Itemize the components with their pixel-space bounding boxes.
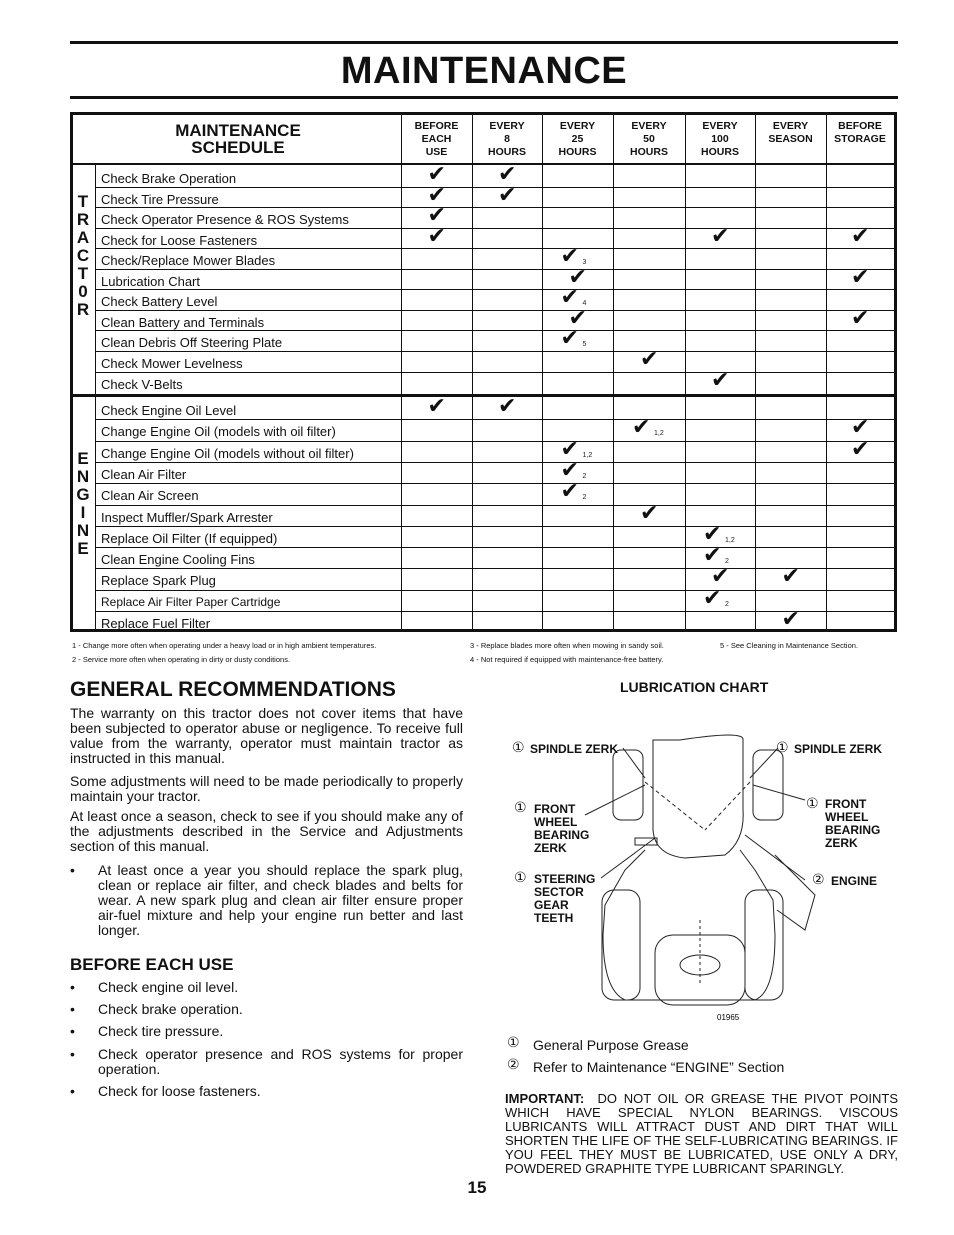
header-rule bbox=[73, 163, 894, 165]
table-row-divider bbox=[95, 505, 894, 506]
table-row-divider bbox=[95, 289, 894, 290]
page-number: 15 bbox=[467, 1178, 487, 1197]
tractor-checkmark-note: 4 bbox=[582, 300, 587, 308]
tractor-row-label: Clean Debris Off Steering Plate bbox=[101, 335, 283, 351]
schedule-title-line1: MAINTENANCE bbox=[175, 121, 301, 140]
before-each-use-item-text: Check tire pressure. bbox=[98, 1023, 224, 1039]
tractor-row-label: Check for Loose Fasteners bbox=[101, 232, 258, 248]
tractor-checkmark-note: 5 bbox=[582, 341, 587, 349]
engine-label: ENGINE bbox=[831, 874, 878, 888]
legend-circle-1: ① bbox=[507, 1035, 520, 1051]
tractor-letter: R bbox=[76, 300, 90, 319]
important-note bbox=[505, 1092, 898, 1176]
engine-checkmark: ✔ bbox=[560, 457, 579, 483]
left-rear-wheel bbox=[602, 890, 640, 1000]
engine-checkmark: ✔ bbox=[560, 436, 579, 462]
engine-circle: ② bbox=[812, 872, 825, 888]
engine-checkmark: ✔ bbox=[427, 394, 446, 419]
table-row-divider bbox=[95, 187, 894, 188]
front-wheel-bearing-right-label: FRONT WHEEL BEARING ZERK bbox=[825, 797, 881, 850]
pointer-spindle-right bbox=[750, 748, 778, 778]
tractor-letter: T bbox=[77, 264, 89, 283]
tractor-letter: C bbox=[76, 246, 90, 265]
engine-row-label: Change Engine Oil (models with oil filter) bbox=[101, 424, 336, 440]
tractor-checkmark: ✔ bbox=[427, 162, 446, 187]
tractor-checkmark: ✔ bbox=[498, 182, 517, 208]
general-paragraph-1: The warranty on this tractor does not cover items that have been subjected to operator abuse or negligence. To receive full value from the warranty, operator must maintain tractor as instructed in this manual. bbox=[70, 705, 463, 766]
engine-letter: E bbox=[77, 539, 89, 558]
tractor-row-label: Check V-Belts bbox=[101, 376, 183, 392]
general-paragraph-2: Some adjustments will need to be made periodically to properly maintain your tractor. bbox=[70, 773, 463, 804]
steering-sector-label: STEERING SECTOR GEAR TEETH bbox=[534, 872, 596, 925]
tractor-row-label: Clean Battery and Terminals bbox=[101, 314, 265, 330]
spindle-left-circle: ① bbox=[512, 740, 525, 756]
engine-letter: G bbox=[76, 485, 90, 504]
column-header-4: EVERY 50 HOURS bbox=[630, 120, 668, 158]
footnote-5: 5 - See Cleaning in Maintenance Section. bbox=[720, 641, 859, 650]
engine-row-label: Replace Spark Plug bbox=[101, 573, 216, 589]
engine-checkmark: ✔ bbox=[703, 585, 722, 611]
engine-checkmark-note: 2 bbox=[582, 494, 587, 502]
tractor-letter: T bbox=[77, 192, 89, 211]
engine-checkmark: ✔ bbox=[781, 564, 800, 590]
schedule-title bbox=[75, 115, 401, 163]
tractor-checkmark: ✔ bbox=[560, 244, 579, 270]
before-each-use-item bbox=[70, 1084, 463, 1118]
page-title: MAINTENANCE bbox=[340, 50, 628, 92]
before-each-use-item-text: Check brake operation. bbox=[98, 1001, 243, 1017]
tractor-checkmark: ✔ bbox=[568, 305, 587, 331]
engine-row-label: Inspect Muffler/Spark Arrester bbox=[101, 509, 273, 525]
tractor-checkmark: ✔ bbox=[498, 162, 517, 187]
column-header-1: BEFORE EACH USE bbox=[414, 120, 459, 158]
section-divider bbox=[73, 394, 894, 397]
engine-checkmark: ✔ bbox=[498, 394, 517, 419]
table-row-divider bbox=[95, 419, 894, 420]
steering-linkage bbox=[645, 782, 750, 830]
tractor-row-label: Check Brake Operation bbox=[101, 171, 237, 186]
table-row-divider bbox=[95, 483, 894, 484]
engine-checkmark-note: 2 bbox=[725, 558, 729, 566]
tractor-checkmark: ✔ bbox=[851, 223, 870, 249]
legend-refer-engine: Refer to Maintenance “ENGINE” Section bbox=[533, 1059, 785, 1075]
tractor-checkmark: ✔ bbox=[427, 223, 446, 249]
engine-row-label: Clean Engine Cooling Fins bbox=[101, 552, 255, 568]
tractor-row-label: Check Tire Pressure bbox=[101, 191, 219, 207]
title-rule bbox=[70, 96, 898, 99]
engine-row-label: Replace Fuel Filter bbox=[101, 616, 211, 631]
engine-checkmark-note: 1,2 bbox=[725, 536, 735, 544]
engine-row-label: Clean Air Filter bbox=[101, 466, 187, 482]
tractor-checkmark: ✔ bbox=[427, 182, 446, 208]
legend-general-purpose-grease: General Purpose Grease bbox=[533, 1037, 689, 1053]
engine-checkmark-note: 2 bbox=[725, 600, 729, 608]
tractor-hood-outline bbox=[653, 735, 743, 858]
tractor-row-label: Check Operator Presence & ROS Systems bbox=[101, 212, 349, 228]
table-row-divider bbox=[95, 568, 894, 569]
schedule-title-line2: SCHEDULE bbox=[191, 138, 285, 157]
tractor-checkmark: ✔ bbox=[711, 367, 730, 393]
engine-checkmark: ✔ bbox=[781, 607, 800, 632]
front-left-circle: ① bbox=[514, 800, 527, 816]
engine-row-label: Check Engine Oil Level bbox=[101, 403, 237, 418]
pointer-spindle-left bbox=[623, 748, 645, 778]
tractor-checkmark: ✔ bbox=[640, 346, 659, 372]
tractor-letter: R bbox=[76, 210, 90, 229]
tractor-letter: A bbox=[76, 228, 90, 247]
table-row-divider bbox=[95, 228, 894, 229]
general-bullet-text: At least once a year you should replace the spark plug, clean or replace air filter, and check blades and belts for wear. A new spark plug and clean air filter ensure proper air-fuel mixture and help your engine run better and last longer. bbox=[98, 862, 463, 938]
tractor-row-label: Check Mower Levelness bbox=[101, 355, 243, 371]
engine-checkmark: ✔ bbox=[711, 564, 730, 590]
engine-section-label bbox=[73, 450, 93, 558]
bullet-mark: • bbox=[70, 979, 75, 995]
column-header-6: EVERY SEASON bbox=[768, 120, 813, 145]
pointer-front-left bbox=[585, 785, 645, 815]
table-row-divider bbox=[95, 351, 894, 352]
before-each-use-title: BEFORE EACH USE bbox=[70, 955, 234, 974]
engine-checkmark: ✔ bbox=[851, 415, 870, 441]
tractor-checkmark: ✔ bbox=[560, 285, 579, 311]
footnote-4: 4 - Not required if equipped with maintenance-free battery. bbox=[470, 655, 664, 664]
column-header-3: EVERY 25 HOURS bbox=[558, 120, 597, 158]
figure-number: 01965 bbox=[717, 1013, 740, 1022]
bullet-mark: • bbox=[70, 1046, 75, 1062]
table-row-divider bbox=[95, 310, 894, 311]
before-each-use-item-text: Check for loose fasteners. bbox=[98, 1083, 261, 1099]
engine-checkmark-note: 2 bbox=[582, 472, 587, 480]
tractor-checkmark: ✔ bbox=[851, 305, 870, 331]
column-header-7: BEFORE STORAGE bbox=[834, 120, 886, 145]
engine-checkmark: ✔ bbox=[640, 500, 659, 526]
tractor-body-outline bbox=[603, 850, 775, 1000]
spindle-zerk-left-label: SPINDLE ZERK bbox=[530, 742, 619, 756]
engine-checkmark: ✔ bbox=[632, 415, 651, 441]
tractor-checkmark: ✔ bbox=[560, 326, 579, 352]
table-row-divider bbox=[95, 462, 894, 463]
section-label-divider bbox=[95, 165, 96, 629]
engine-checkmark: ✔ bbox=[703, 521, 722, 547]
engine-row-label: Clean Air Screen bbox=[101, 488, 199, 504]
engine-letter: E bbox=[77, 449, 89, 468]
pointer-steering bbox=[601, 838, 655, 878]
engine-checkmark-note: 1,2 bbox=[582, 451, 593, 459]
engine-checkmark: ✔ bbox=[851, 436, 870, 462]
table-row-divider bbox=[95, 590, 894, 591]
bullet-mark: • bbox=[70, 1001, 75, 1017]
footnote-2: 2 - Service more often when operating in dirty or dusty conditions. bbox=[72, 655, 291, 664]
spindle-zerk-right-label: SPINDLE ZERK bbox=[794, 742, 883, 756]
right-front-wheel bbox=[753, 750, 783, 820]
table-row-divider bbox=[95, 526, 894, 527]
general-recommendations-title: GENERAL RECOMMENDATIONS bbox=[70, 678, 396, 701]
table-row-divider bbox=[95, 372, 894, 373]
table-row-divider bbox=[95, 207, 894, 208]
engine-checkmark: ✔ bbox=[703, 543, 722, 569]
table-row-divider bbox=[95, 269, 894, 270]
bullet-mark: • bbox=[70, 1083, 75, 1099]
engine-outline bbox=[775, 855, 815, 930]
column-header-5: EVERY 100 HOURS bbox=[701, 120, 739, 158]
table-row-divider bbox=[95, 547, 894, 548]
tractor-letter: 0 bbox=[78, 282, 88, 301]
tractor-checkmark: ✔ bbox=[711, 223, 730, 249]
tractor-checkmark-note: 3 bbox=[582, 259, 587, 267]
before-each-use-item bbox=[70, 1047, 463, 1081]
important-label: IMPORTANT: bbox=[505, 1091, 585, 1106]
right-rear-wheel bbox=[745, 890, 783, 1000]
table-row-divider bbox=[95, 611, 894, 612]
maintenance-schedule-table bbox=[70, 112, 897, 632]
table-row-divider bbox=[95, 441, 894, 442]
front-wheel-bearing-left-label: FRONT WHEEL BEARING ZERK bbox=[534, 802, 590, 855]
bullet-mark: • bbox=[70, 862, 75, 878]
before-each-use-item-text: Check operator presence and ROS systems for proper operation. bbox=[98, 1046, 463, 1077]
table-row-divider bbox=[95, 330, 894, 331]
top-rule bbox=[70, 41, 898, 44]
table-row-divider bbox=[95, 248, 894, 249]
engine-row-label: Change Engine Oil (models without oil filter) bbox=[101, 445, 354, 461]
tractor-row-label: Lubrication Chart bbox=[101, 273, 200, 289]
tractor-checkmark: ✔ bbox=[568, 264, 587, 290]
column-header-2: EVERY 8 HOURS bbox=[488, 120, 526, 158]
pointer-engine bbox=[745, 835, 805, 880]
tractor-checkmark: ✔ bbox=[427, 203, 446, 229]
engine-letter: N bbox=[76, 467, 90, 486]
tractor-checkmark: ✔ bbox=[851, 264, 870, 290]
before-each-use-item-text: Check engine oil level. bbox=[98, 979, 239, 995]
spindle-right-circle: ① bbox=[776, 740, 789, 756]
engine-checkmark-note: 1,2 bbox=[654, 430, 664, 438]
pointer-front-right bbox=[753, 785, 805, 800]
tractor-row-label: Check Battery Level bbox=[101, 294, 218, 310]
legend-circle-2: ② bbox=[507, 1057, 520, 1073]
lubrication-chart-title: LUBRICATION CHART bbox=[620, 679, 769, 695]
important-text: DO NOT OIL OR GREASE THE PIVOT POINTS WHICH HAVE SPECIAL NYLON BEARINGS. VISCOUS LUBRICANTS WILL ATTRACT DUST AND DIRT THAT WILL SHORTEN THE LIFE OF THE SELF-LUBRICATING BEARINGS. IF YOU FEEL THEY MUST BE LUBRICATED, USE ONLY A DRY, POWDERED GRAPHITE TYPE LUBRICANT SPARINGLY. bbox=[505, 1091, 898, 1176]
engine-letter: N bbox=[76, 521, 90, 540]
bullet-mark: • bbox=[70, 1023, 75, 1039]
tractor-row-label: Check/Replace Mower Blades bbox=[101, 253, 276, 269]
steering-circle: ① bbox=[514, 870, 527, 886]
engine-letter: I bbox=[80, 503, 86, 522]
front-right-circle: ① bbox=[806, 796, 819, 812]
left-front-wheel bbox=[613, 750, 643, 820]
general-paragraph-3: At least once a season, check to see if you should make any of the adjustments described in the Service and Adjustments section of this manual. bbox=[70, 808, 463, 854]
tractor-section-label bbox=[73, 193, 93, 319]
engine-row-label: Replace Oil Filter (If equipped) bbox=[101, 530, 278, 546]
footnote-1: 1 - Change more often when operating under a heavy load or in high ambient temperatures. bbox=[72, 641, 377, 650]
engine-row-label: Replace Air Filter Paper Cartridge bbox=[101, 594, 281, 609]
general-bullet bbox=[70, 863, 463, 943]
engine-checkmark: ✔ bbox=[560, 479, 579, 505]
footnote-3: 3 - Replace blades more often when mowing in sandy soil. bbox=[470, 641, 664, 650]
